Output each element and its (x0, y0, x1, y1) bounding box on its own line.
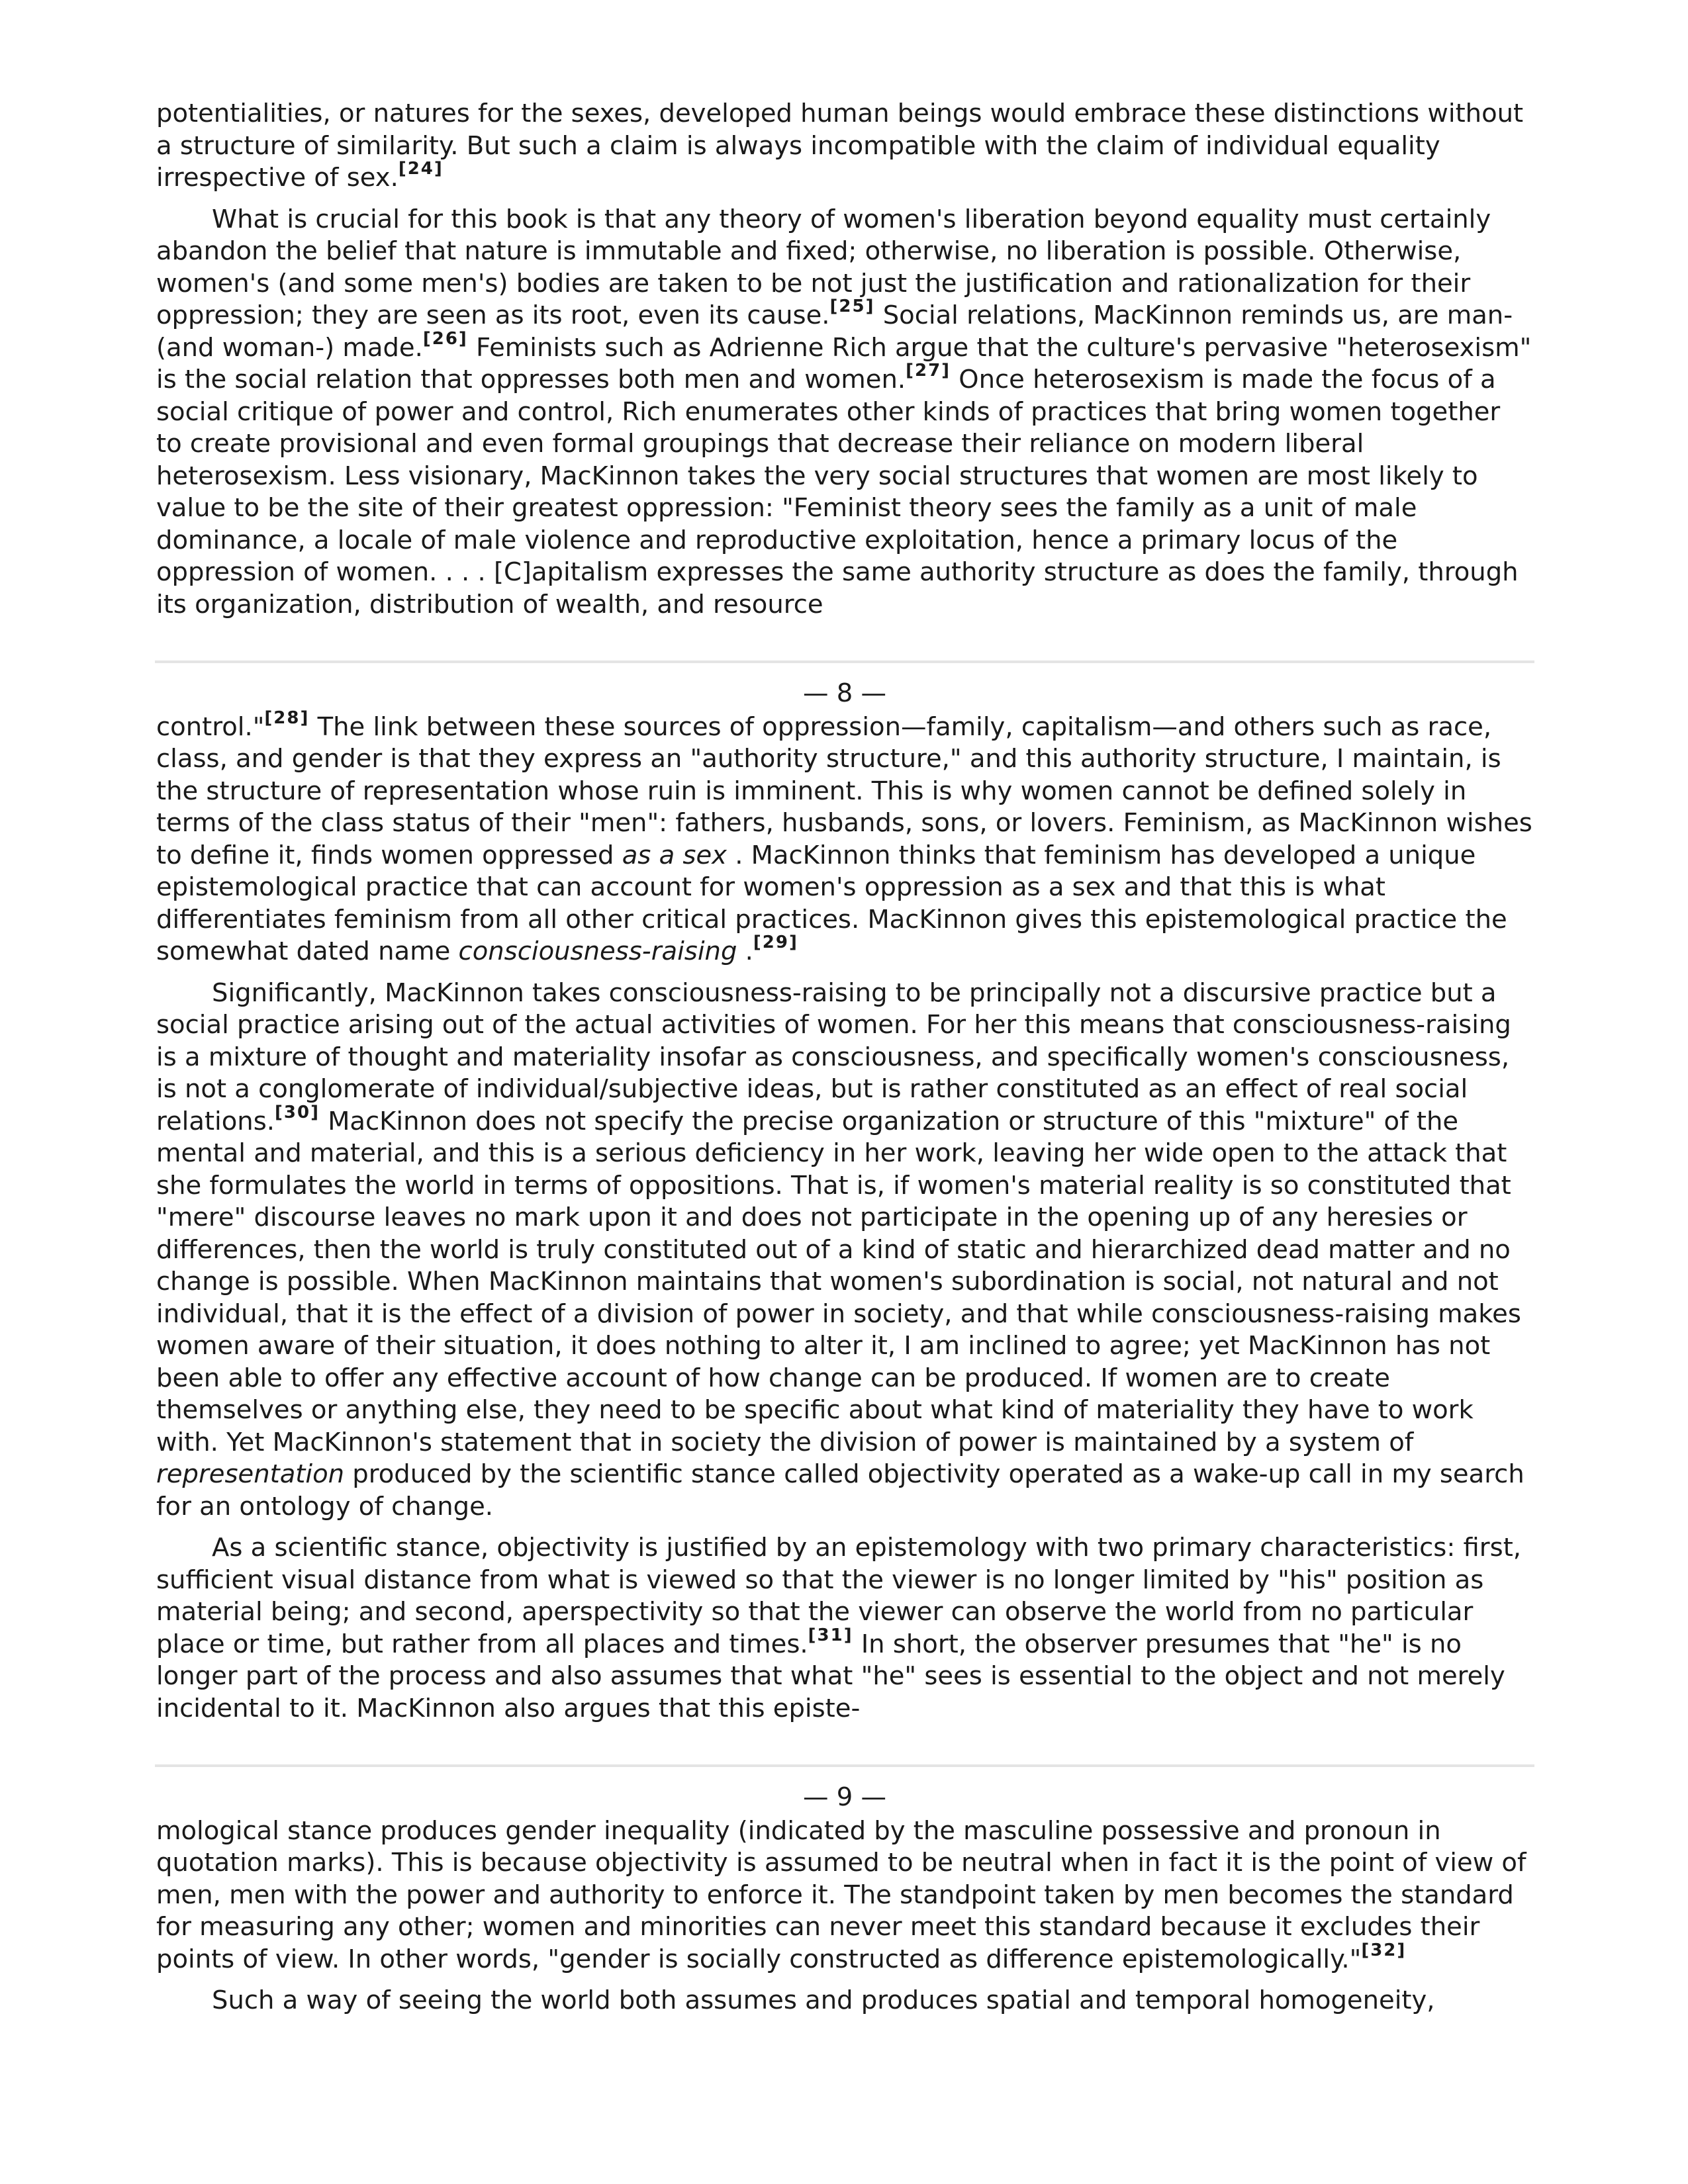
footnote-ref-31[interactable]: [31] (808, 1625, 853, 1645)
text: As a scientific stance, objectivity is justified by an epistemology with two primary characteristics: first, sufficient visual distance from what is viewed so that the viewer is no longer limited by "his" position as material being; and second, aperspectivity so that the viewer can observe the world from no particular place or time, but rather from all places and times. (156, 1533, 1522, 1659)
emphasis-representation: representation (156, 1459, 345, 1489)
paragraph-2 (156, 204, 1533, 621)
page-number-8: — 8 — (803, 678, 886, 708)
paragraph-7 (156, 1985, 1533, 2017)
text: . MacKinnon thinks that feminism has developed a unique epistemological practice that can account for women's oppression as a sex and that this is what differentiates feminism from all other critical practices. MacKinnon gives this epistemological practice the somewhat dated name (156, 840, 1507, 966)
paragraph-5 (156, 1532, 1533, 1725)
text: control." (156, 711, 265, 742)
document-page (156, 98, 1533, 2026)
text: . (737, 936, 753, 966)
text: potentialities, or natures for the sexes, developed human beings would embrace these distinctions without a structure of similarity. But such a claim is always incompatible with the claim of individual equality irrespective of sex. (156, 99, 1524, 193)
page-divider (155, 1764, 1534, 1767)
footnote-ref-24[interactable]: [24] (398, 159, 444, 179)
text: Such a way of seeing the world both assumes and produces spatial and temporal homogeneity, (212, 1985, 1435, 2015)
paragraph-6 (156, 1815, 1533, 1976)
footnote-ref-29[interactable]: [29] (753, 933, 798, 952)
footnote-ref-27[interactable]: [27] (906, 361, 951, 381)
text: Social relations, MacKinnon reminds us, are man- (and woman-) made. (156, 300, 1513, 363)
paragraph-4 (156, 978, 1533, 1524)
footnote-ref-25[interactable]: [25] (829, 296, 875, 316)
emphasis-as-a-sex: as a sex (622, 840, 727, 870)
text: Feminists such as Adrienne Rich argue that the culture's pervasive "heterosexism" is the social relation that oppresses both men and women. (156, 332, 1532, 394)
footnote-ref-26[interactable]: [26] (422, 328, 468, 349)
footnote-ref-28[interactable]: [28] (264, 707, 310, 728)
footnote-ref-30[interactable]: [30] (275, 1102, 320, 1122)
text: Once heterosexism is made the focus of a social critique of power and control, Rich enumerates other kinds of practices that bring women together to create provisional and even formal groupings that decrease their reliance on modern liberal heterosexism. Less visionary, MacKinnon takes the very social structures that women are most likely to value to be the site of their greatest oppression: "Feminist theory sees the family as a unit of male dominance, a locale of male violence and reproductive exploitation, hence a primary locus of the oppression of women. . . . [C]apitalism expresses the same authority structure as does the family, through its organization, distribution of wealth, and resource (156, 365, 1519, 619)
paragraph-3 (156, 707, 1533, 968)
emphasis-consciousness-raising: consciousness-raising (458, 936, 737, 966)
page-divider (155, 660, 1534, 663)
footnote-ref-32[interactable]: [32] (1361, 1940, 1407, 1960)
text: In short, the observer presumes that "he" is no longer part of the process and also assumes that what "he" sees is essential to the object and not merely incidental to it. MacKinnon also argues that this episte- (156, 1629, 1505, 1723)
text: What is crucial for this book is that any theory of women's liberation beyond equality must certainly abandon the belief that nature is immutable and fixed; otherwise, no liberation is possible. Otherwise, women's (and some men's) bodies are taken to be not just the justification and rationalization for their oppression; they are seen as its root, even its cause. (156, 204, 1491, 330)
text: Significantly, MacKinnon takes consciousness-raising to be principally not a discursive practice but a social practice arising out of the actual activities of women. For her this means that consciousness-raising is a mixture of thought and materiality insofar as consciousness, and specifically women's consciousness, is not a conglomerate of individual/subjective ideas, but is rather constituted as an effect of real social relations. (156, 978, 1511, 1136)
text: produced by the scientific stance called objectivity operated as a wake-up call in my search for an ontology of change. (156, 1459, 1524, 1522)
text: MacKinnon does not specify the precise organization or structure of this "mixture" of the mental and material, and this is a serious deficiency in her work, leaving her wide open to the attack that she formulates the world in terms of oppositions. That is, if women's material reality is so constituted that "mere" discourse leaves no mark upon it and does not participate in the opening up of any heresies or differences, then the world is truly constituted out of a kind of static and hierarchized dead matter and no change is possible. When MacKinnon maintains that women's subordination is social, not natural and not individual, that it is the effect of a division of power in society, and that while consciousness-raising makes women aware of their situation, it does nothing to alter it, I am inclined to agree; yet MacKinnon has not been able to offer any effective account of how change can be produced. If women are to create themselves or anything else, they need to be specific about what kind of materiality they have to work with. Yet MacKinnon's statement that in society the division of power is maintained by a system of (156, 1106, 1521, 1457)
paragraph-1 (156, 98, 1533, 195)
page-number-9: — 9 — (803, 1782, 886, 1812)
text: mological stance produces gender inequality (indicated by the masculine possessive and pronoun in quotation marks). This is because objectivity is assumed to be neutral when in fact it is the point of view of men, men with the power and authority to enforce it. The standpoint taken by men becomes the standard for measuring any other; women and minorities can never meet this standard because it excludes their points of view. In other words, "gender is socially constructed as difference epistemologically." (156, 1815, 1526, 1974)
text: The link between these sources of oppression—family, capitalism—and others such as race, class, and gender is that they express an "authority structure," and this authority structure, I maintain, is the structure of representation whose ruin is imminent. This is why women cannot be defined solely in terms of the class status of their "men": fathers, husbands, sons, or lovers. Feminism, as MacKinnon wishes to define it, finds women oppressed (156, 711, 1532, 870)
